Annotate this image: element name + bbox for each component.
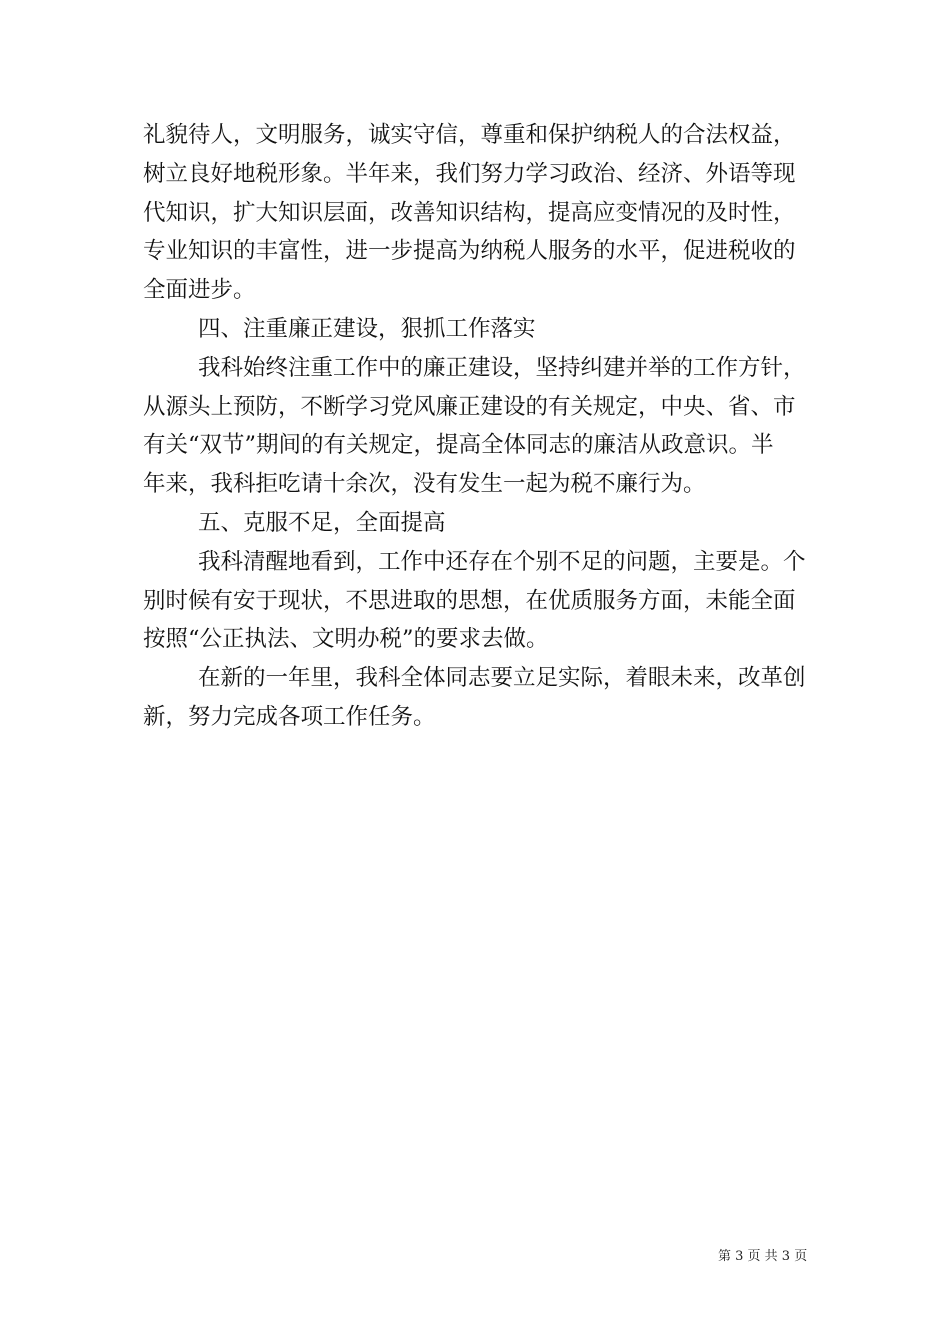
section-heading-5: 五、克服不足，全面提高 <box>198 509 446 536</box>
body-line-1: 礼貌待人，文明服务，诚实守信，尊重和保护纳税人的合法权益， <box>143 122 796 148</box>
body-line-13: 别时候有安于现状，不思进取的思想，在优质服务方面，未能全面 <box>143 587 796 614</box>
body-line-16: 新，努力完成各项工作任务。 <box>143 703 436 730</box>
page-number-label: 第 3 页 共 3 页 <box>718 1249 808 1264</box>
body-line-7: 我科始终注重工作中的廉正建设，坚持纠建并举的工作方针， <box>198 354 806 381</box>
body-line-12: 我科清醒地看到，工作中还存在个别不足的问题，主要是。个 <box>198 548 806 575</box>
body-line-15: 在新的一年里，我科全体同志要立足实际，着眼未来，改革创 <box>198 665 806 692</box>
section-heading-4: 四、注重廉正建设，狠抓工作落实 <box>198 315 536 342</box>
page-number-footer <box>718 1249 807 1265</box>
body-line-8: 从源头上预防，不断学习党风廉正建设的有关规定，中央、省、市 <box>143 393 796 420</box>
body-line-3: 代知识，扩大知识层面，改善知识结构，提高应变情况的及时性， <box>143 199 796 226</box>
body-line-9: 有关“双节”期间的有关规定，提高全体同志的廉洁从政意识。半 <box>143 432 774 459</box>
body-line-10: 年来，我科拒吃请十余次，没有发生一起为税不廉行为。 <box>143 471 706 498</box>
body-line-5: 全面进步。 <box>143 277 256 304</box>
body-line-4: 专业知识的丰富性，进一步提高为纳税人服务的水平，促进税收的 <box>143 238 796 265</box>
body-line-14: 按照“公正执法、文明办税”的要求去做。 <box>143 626 549 653</box>
body-line-2: 树立良好地税形象。半年来，我们努力学习政治、经济、外语等现 <box>143 160 796 187</box>
document-body <box>143 116 813 737</box>
